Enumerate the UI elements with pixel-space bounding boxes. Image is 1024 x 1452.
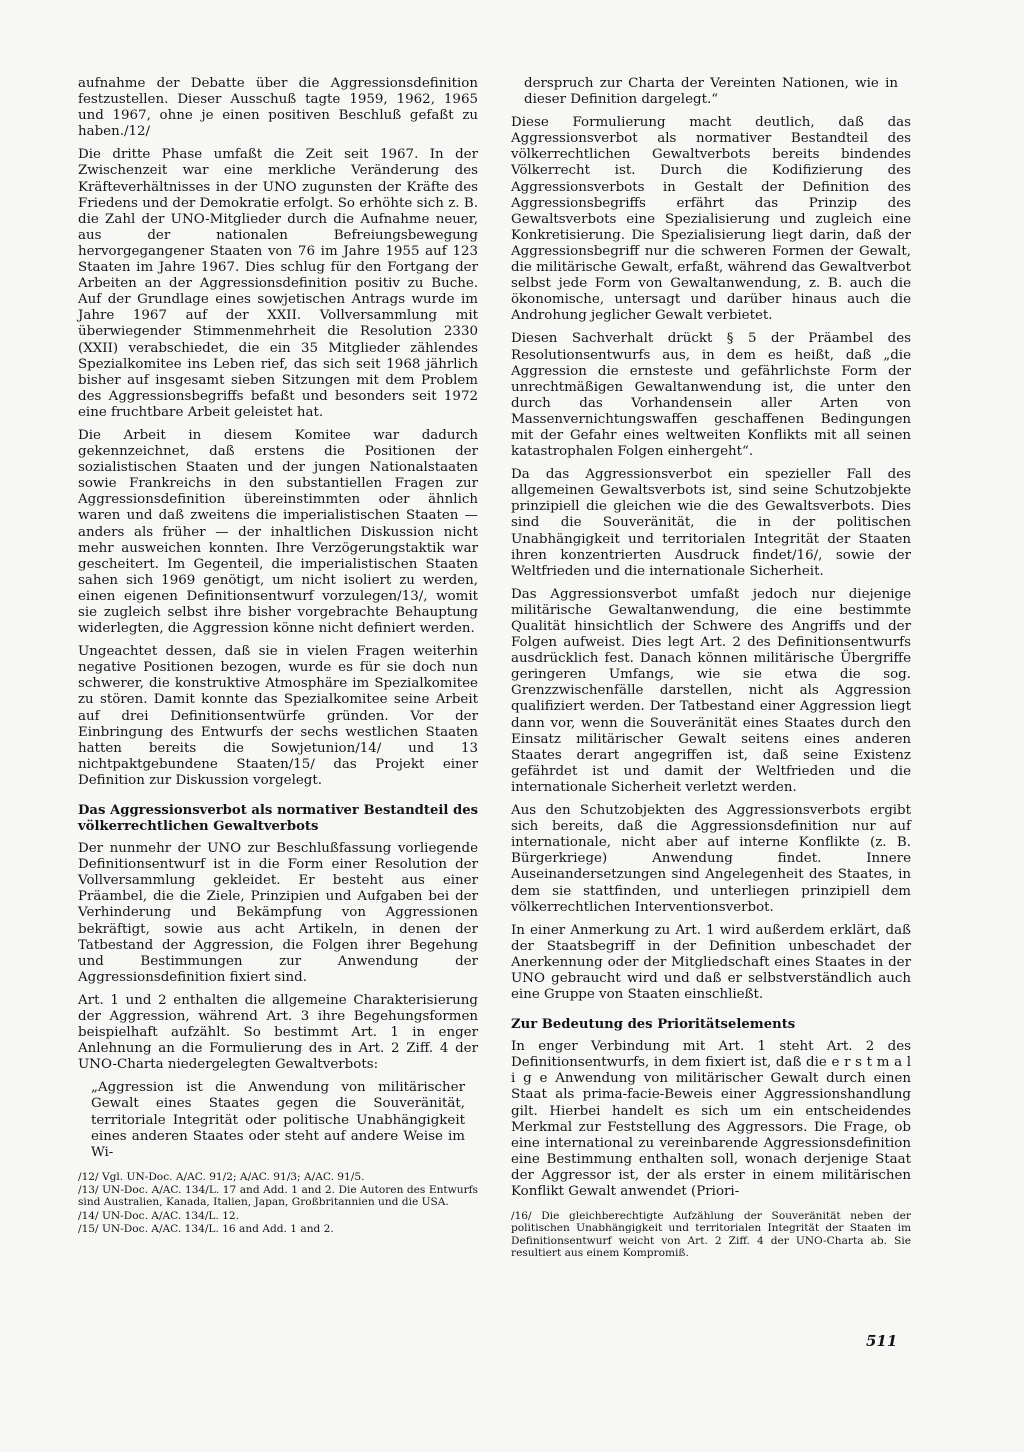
section-heading: Zur Bedeutung des Prioritätselements (511, 1017, 796, 1033)
paragraph: Die Arbeit in diesem Komitee war dadurch gekennzeichnet, daß erstens die Positionen der sozialistischen Staaten und der jungen Nationalstaaten sowie Frankreichs in den substantiellen Fragen zur Aggressionsdefinition übereinstimmten oder ähnlich waren und daß zweitens die imperialistischen Staaten — anders als früher — der inhaltlichen Diskussion nicht mehr ausweichen konnten. Ihre Verzögerungstaktik war gescheitert. Im Gegenteil, die imperialistischen Staaten sahen sich 1969 genötigt, um nicht isoliert zu werden, einen eigenen Definitionsentwurf vorzulegen/13/, womit sie zugleich selbst ihre bisher vorgebrachte Behauptung widerlegten, die Aggression könne nicht definiert werden. (78, 427, 478, 637)
left-column-body (78, 76, 478, 1161)
left-column-footnotes (78, 1171, 478, 1235)
footnote: /15/ UN-Doc. A/AC. 134/L. 16 and Add. 1 and 2. (78, 1223, 334, 1235)
paragraph: Da das Aggressionsverbot ein spezieller Fall des allgemeinen Gewaltsverbots ist, sind seine Schutzobjekte prinzipiell die gleichen wie die des Gewaltsverbots. Dies sind die Souveränität, die in der politischen Unabhängigkeit und territorialen Integrität der Staaten ihren konzentrierten Ausdruck findet/16/, sowie der Weltfrieden und die internationale Sicherheit. (511, 467, 911, 579)
paragraph: Die dritte Phase umfaßt die Zeit seit 1967. In der Zwischenzeit war eine merkliche Veränderung des Kräfteverhältnisses in der UNO zugunsten der Kräfte des Friedens und der Demokratie erfolgt. So erhöhte sich z. B. die Zahl der UNO-Mitglieder durch die Aufnahme neuer, aus der nationalen Befreiungsbewegung hervorgegangener Staaten von 76 im Jahre 1955 auf 123 Staaten im Jahre 1967. Dies schlug für den Fortgang der Arbeiten an der Aggressionsdefinition positiv zu Buche. Auf der Grundlage eines sowjetischen Antrags wurde im Jahre 1967 auf der XXII. Vollversammlung mit überwiegender Stimmenmehrheit die Resolution 2330 (XXII) verabschiedet, die ein 35 Mitglieder zählendes Spezialkomitee ins Leben rief, das sich seit 1968 jährlich bisher auf insgesamt sieben Sitzungen mit dem Problem des Aggressionsbegriffs befaßt und besonders seit 1972 eine fruchtbare Arbeit geleistet hat. (78, 147, 478, 420)
footnote: /14/ UN-Doc. A/AC. 134/L. 12. (78, 1209, 240, 1222)
right-column-footnotes (511, 1210, 911, 1259)
paragraph: In einer Anmerkung zu Art. 1 wird außerdem erklärt, daß der Staatsbegriff in der Definition unbeschadet der Anerkennung oder der Mitgliedschaft eines Staates in der UNO gebraucht wird und daß er selbstverständlich auch eine Gruppe von Staaten einschließt. (511, 922, 911, 1003)
left-column (78, 76, 478, 1236)
paragraph: aufnahme der Debatte über die Aggressionsdefinition festzustellen. Dieser Ausschuß tagte 1959, 1962, 1965 und 1967, ohne je einen positiven Beschluß gefaßt zu haben./12/ (78, 76, 478, 140)
section-heading: Das Aggressionsverbot als normativer Bestandteil des völkerrechtlichen Gewaltverbots (78, 803, 479, 835)
paragraph: Diese Formulierung macht deutlich, daß das Aggressionsverbot als normativer Bestandteil des völkerrechtlichen Gewaltverbots bereits bindendes Völkerrecht ist. Durch die Kodifizierung des Aggressionsverbots in Gestalt der Definition des Aggressionsbegriffs erfährt das Prinzip des Gewaltsverbots eine Spezialisierung und zugleich eine Konkretisierung. Die Spezialisierung liegt darin, daß der Aggressionsbegriff nur die schweren Formen der Gewalt, die militärische Gewalt, erfaßt, während das Gewaltverbot selbst jede Form von Gewaltanwendung, z. B. auch die ökonomische, untersagt und darüber hinaus auch die Androhung jeglicher Gewalt verbietet. (511, 115, 911, 324)
right-column-body (511, 76, 911, 1200)
footnote: /12/ Vgl. UN-Doc. A/AC. 91/2; A/AC. 91/3; A/AC. 91/5. (78, 1170, 365, 1183)
paragraph: Das Aggressionsverbot umfaßt jedoch nur diejenige militärische Gewaltanwendung, die eine bestimmte Qualität hinsichtlich der Schwere des Angriffs und der Folgen aufweist. Dies legt Art. 2 des Definitionsentwurfs ausdrücklich fest. Danach können militärische Übergriffe geringeren Umfangs, wie sie etwa die sog. Grenzzwischenfälle darstellen, nicht als Aggression qualifiziert werden. Der Tatbestand einer Aggression liegt dann vor, wenn die Souveränität eines Staates durch den Einsatz militärischer Gewalt seitens eines anderen Staates derart angegriffen ist, daß seine Existenz gefährdet ist und damit der Weltfrieden und die internationale Sicherheit verletzt werden. (511, 586, 911, 795)
paragraph: Aus den Schutzobjekten des Aggressionsverbots ergibt sich bereits, daß die Aggressionsdefinition nur auf internationale, nicht aber auf interne Konflikte (z. B. Bürgerkriege) Anwendung findet. Innere Auseinandersetzungen sind Angelegenheit des Staates, in dem sie stattfinden, und unterliegen prinzipiell dem völkerrechtlichen Interventionsverbot. (511, 803, 911, 915)
footnote: /16/ Die gleichberechtigte Aufzählung der Souveränität neben der politischen Unabhängigkeit und territorialen Integrität der Staaten im Definitionsentwurf weicht von Art. 2 Ziff. 4 der UNO-Charta ab. Sie resultiert aus einem Kompromiß. (511, 1210, 911, 1259)
paragraph: In enger Verbindung mit Art. 1 steht Art. 2 des Definitionsentwurfs, in dem fixiert ist, daß die e r s t m a l i g e Anwendung von militärischer Gewalt durch einen Staat als prima-facie-Beweis einer Aggressionshandlung gilt. Hierbei handelt es sich um ein entscheidendes Merkmal zur Feststellung des Aggressors. Die Frage, ob eine international zu vereinbarende Aggressionsdefinition eine Bestimmung enthalten soll, wonach derjenige Staat der Aggressor ist, der als erster in einem militärischen Konflikt Gewalt anwendet (Priori- (511, 1039, 911, 1199)
paragraph: Der nunmehr der UNO zur Beschlußfassung vorliegende Definitionsentwurf ist in die Form einer Resolution der Vollversammlung gekleidet. Er besteht aus einer Präambel, die die Ziele, Prinzipien und Aufgaben bei der Verhinderung und Bekämpfung von Aggressionen bekräftigt, sowie aus acht Artikeln, in denen der Tatbestand der Aggression, die Folgen ihrer Begehung und Bestimmungen zur Anwendung der Aggressionsdefinition fixiert sind. (78, 841, 478, 985)
paragraph: Ungeachtet dessen, daß sie in vielen Fragen weiterhin negative Positionen bezogen, wurde es für sie doch nun schwerer, die konstruktive Atmosphäre im Spezialkomitee zu stören. Damit konnte das Spezialkomitee seine Arbeit auf drei Definitionsentwürfe gründen. Vor der Einbringung des Entwurfs der sechs westlichen Staaten hatten bereits die Sowjetunion/14/ und 13 nichtpaktgebundene Staaten/15/ das Projekt einer Definition zur Diskussion vorgelegt. (78, 644, 478, 788)
right-column (511, 76, 911, 1260)
block-quote: derspruch zur Charta der Vereinten Nationen, wie in dieser Definition dargelegt.“ (524, 76, 898, 108)
paragraph: Art. 1 und 2 enthalten die allgemeine Charakterisierung der Aggression, während Art. 3 ihre Begehungsformen beispielhaft aufzählt. So bestimmt Art. 1 in enger Anlehnung an die Formulierung des in Art. 2 Ziff. 4 der UNO-Charta niedergelegten Gewaltverbots: (78, 992, 478, 1073)
footnote: /13/ UN-Doc. A/AC. 134/L. 17 and Add. 1 and 2. Die Autoren des Entwurfs sind Australien, Kanada, Italien, Japan, Großbritannien und die USA. (78, 1184, 478, 1209)
paragraph: Diesen Sachverhalt drückt § 5 der Präambel des Resolutionsentwurfs aus, in dem es heißt, daß „die Aggression die ernsteste und gefährlichste Form der unrechtmäßigen Gewaltanwendung ist, die unter den durch das Vorhandensein aller Arten von Massenvernichtungswaffen geschaffenen Bedingungen mit der Gefahr eines weltweiten Konflikts mit all seinen katastrophalen Folgen einhergeht“. (511, 331, 911, 460)
block-quote: „Aggression ist die Anwendung von militärischer Gewalt eines Staates gegen die Souveränität, territoriale Integrität oder politische Unabhängigkeit eines anderen Staates oder steht auf andere Weise im Wi- (91, 1080, 465, 1160)
page-number: 511 (866, 1332, 898, 1350)
